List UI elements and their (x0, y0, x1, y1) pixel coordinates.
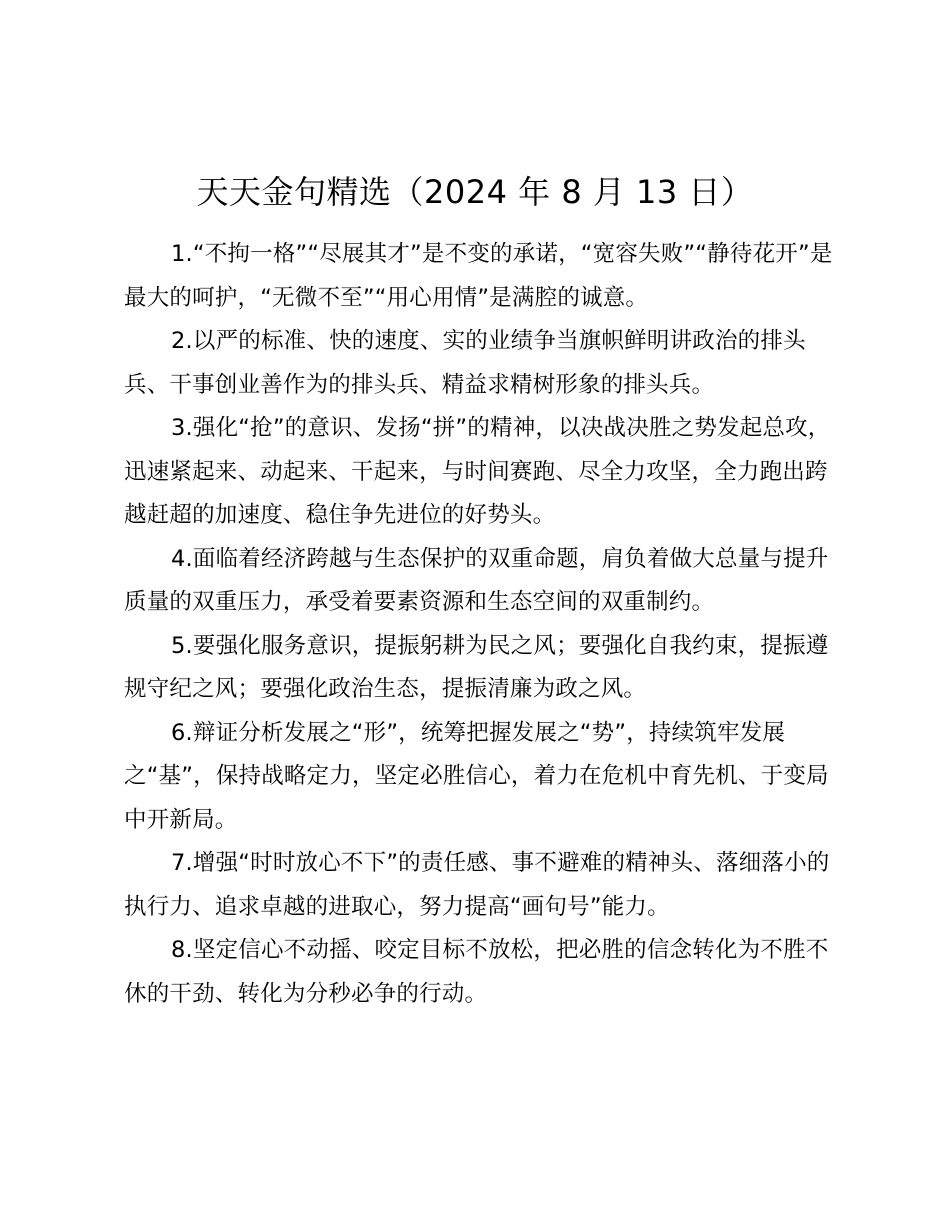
paragraph-8: 8.坚定信心不动摇、咬定目标不放松，把必胜的信念转化为不胜不休的干劲、转化为分秒必争的行动。 (124, 937, 829, 1007)
paragraph-7: 7.增强“时时放心不下”的责任感、事不避难的精神头、落细落小的执行力、追求卓越的进取心，努力提高“画句号”能力。 (124, 850, 830, 920)
paragraph-3: 3.强化“抢”的意识、发扬“拼”的精神，以决战决胜之势发起总攻，迅速紧起来、动起来、干起来，与时间赛跑、尽全力攻坚，全力跑出跨越赶超的加速度、稳住争先进位的好势头。 (124, 415, 831, 528)
page-title: 天天金句精选（2024 年 8 月 13 日） (196, 173, 754, 211)
paragraph-1: 1.“不拘一格”“尽展其才”是不变的承诺，“宽容失败”“静待花开”是最大的呵护，“无微不至”“用心用情”是满腔的诚意。 (124, 241, 833, 311)
paragraph-4: 4.面临着经济跨越与生态保护的双重命题，肩负着做大总量与提升质量的双重压力，承受着要素资源和生态空间的双重制约。 (124, 545, 829, 615)
paragraph-5: 5.要强化服务意识，提振躬耕为民之风；要强化自我约束，提振遵规守纪之风；要强化政治生态，提振清廉为政之风。 (124, 632, 829, 702)
document-body (124, 233, 836, 1016)
paragraph-2: 2.以严的标准、快的速度、实的业绩争当旗帜鲜明讲政治的排头兵、干事创业善作为的排头兵、精益求精树形象的排头兵。 (124, 328, 806, 398)
paragraph-6: 6.辩证分析发展之“形”，统筹把握发展之“势”，持续筑牢发展之“基”，保持战略定力，坚定必胜信心，着力在危机中育先机、于变局中开新局。 (124, 719, 829, 833)
